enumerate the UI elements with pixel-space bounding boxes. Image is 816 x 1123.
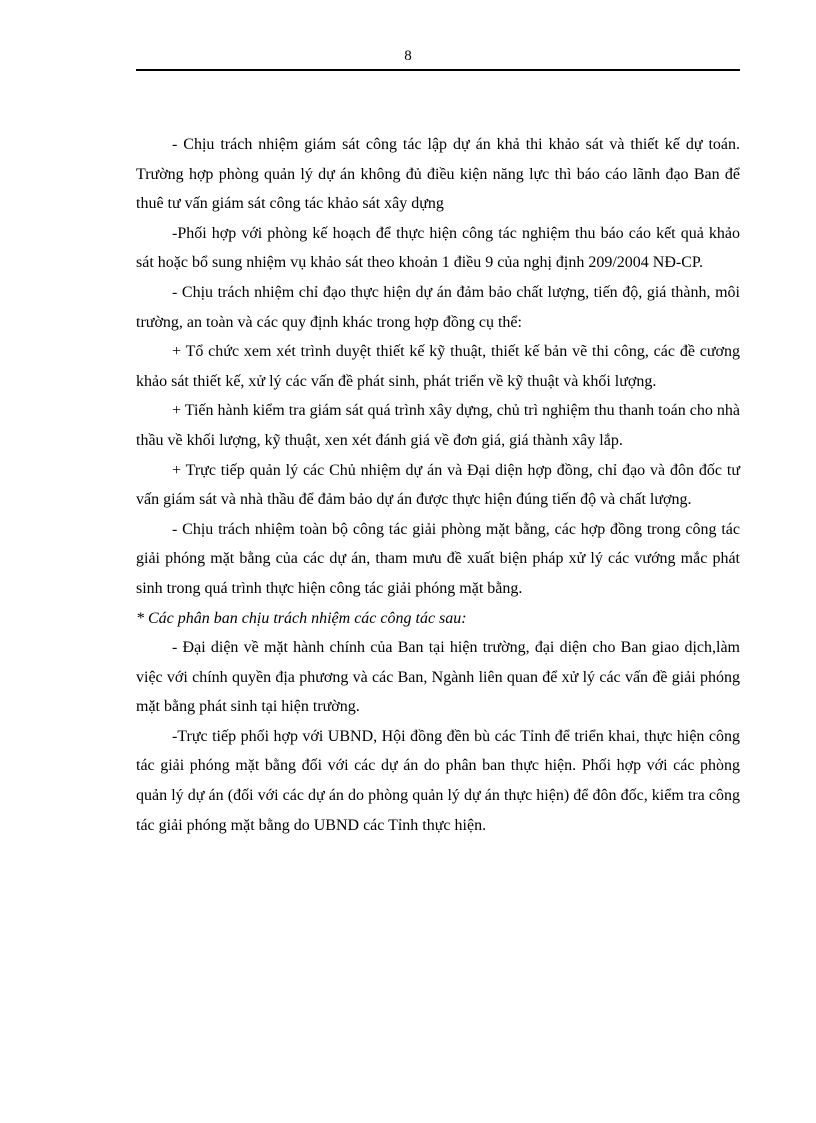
page-number: 8 — [404, 48, 412, 64]
section-heading: * Các phân ban chịu trách nhiệm các công tác sau: — [136, 609, 467, 627]
paragraph-coordinate-planning: -Phối hợp với phòng kế hoạch để thực hiện công tác nghiệm thu báo cáo kết quả khảo sát hoặc bổ sung nhiệm vụ khảo sát theo khoản 1 điều 9 của nghị định 209/2004 NĐ-CP. — [136, 224, 740, 272]
paragraph-supervise-feasibility: - Chịu trách nhiệm giám sát công tác lập dự án khả thi khảo sát và thiết kế dự toán. Trường hợp phòng quản lý dự án không đủ điều kiện năng lực thì báo cáo lãnh đạo Ban để thuê tư vấn giám sát công tác khảo sát xây dựng — [136, 136, 740, 213]
paragraph-field-representation: - Đại diện về mặt hành chính của Ban tại hiện trường, đại diện cho Ban giao dịch,làm việc với chính quyền địa phương và các Ban, Ngành liên quan để xử lý các vấn đề giải phóng mặt bằng phát sinh tại hiện trường. — [136, 639, 740, 716]
paragraph-site-clearance: - Chịu trách nhiệm toàn bộ công tác giải phòng mặt bằng, các hợp đồng trong công tác giải phóng mặt bằng của các dự án, tham mưu đề xuất biện pháp xử lý các vướng mắc phát sinh trong quá trình thực hiện công tác giải phóng mặt bằng. — [136, 520, 740, 597]
paragraph-direct-project: - Chịu trách nhiệm chỉ đạo thực hiện dự án đảm bảo chất lượng, tiến độ, giá thành, môi trường, an toàn và các quy định khác trong hợp đồng cụ thể: — [136, 283, 740, 331]
paragraph-coordinate-ubnd: -Trực tiếp phối hợp với UBND, Hội đồng đền bù các Tỉnh để triển khai, thực hiện công tác giải phóng mặt bằng đối với các dự án do phân ban thực hiện. Phối hợp với các phòng quản lý dự án (đối với các dự án do phòng quản lý dự án thực hiện) để đôn đốc, kiểm tra công tác giải phóng mặt bằng do UBND các Tỉnh thực hiện. — [136, 727, 740, 834]
document-body — [136, 130, 740, 840]
header-rule — [136, 69, 740, 71]
paragraph-manage-project-leads: + Trực tiếp quản lý các Chủ nhiệm dự án và Đại diện hợp đồng, chỉ đạo và đôn đốc tư vấn giám sát và nhà thầu để đảm bảo dự án được thực hiện đúng tiến độ và chất lượng. — [136, 461, 740, 509]
paragraph-review-designs: + Tổ chức xem xét trình duyệt thiết kế kỹ thuật, thiết kế bản vẽ thi công, các đề cương khảo sát thiết kế, xử lý các vấn đề phát sinh, phát triển về kỹ thuật và khối lượng. — [136, 343, 740, 390]
paragraph-inspect-construction: + Tiến hành kiểm tra giám sát quá trình xây dựng, chủ trì nghiệm thu thanh toán cho nhà thầu về khối lượng, kỹ thuật, xen xét đánh giá về đơn giá, giá thành xây lắp. — [136, 402, 740, 449]
